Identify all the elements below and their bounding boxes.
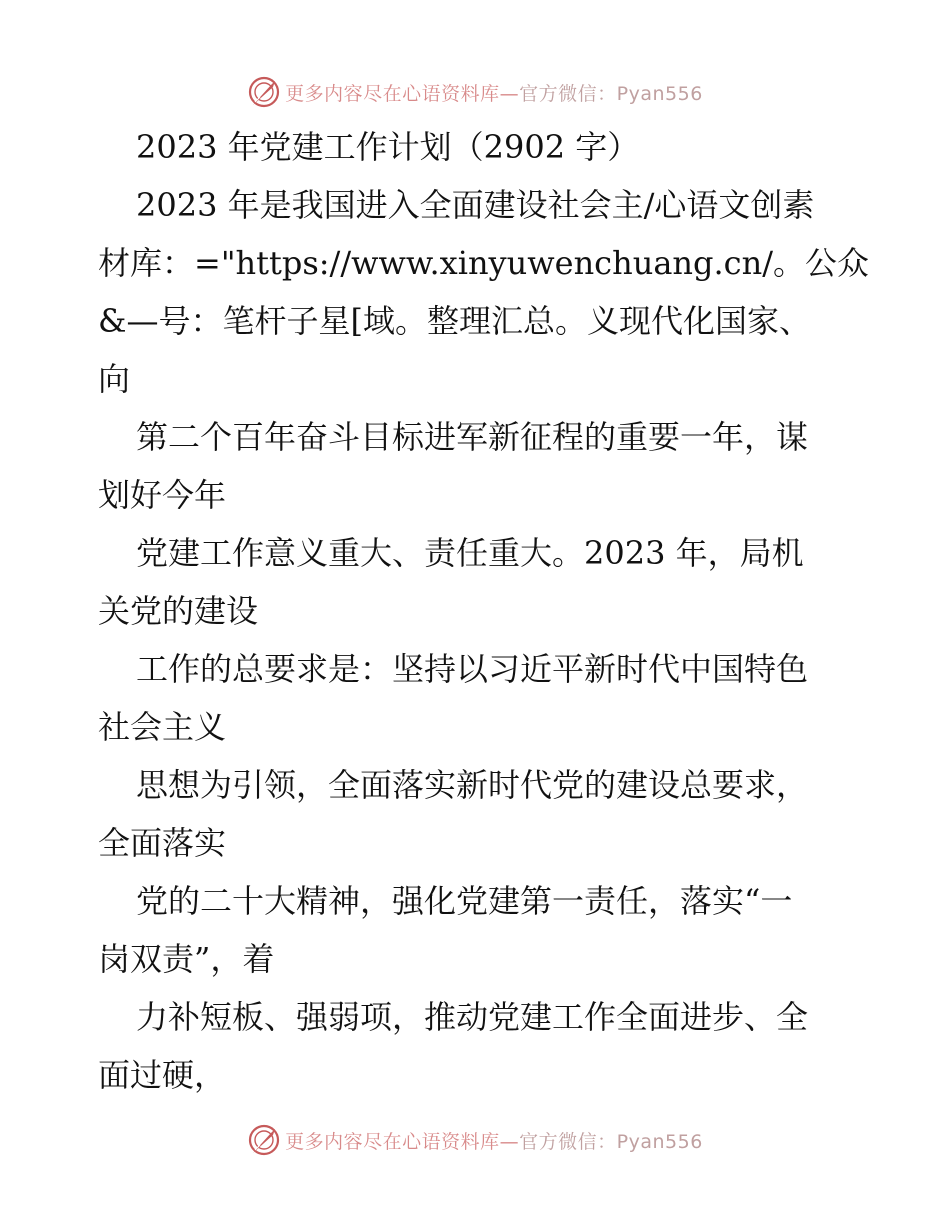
- text-line: 力补短板、强弱项，推动党建工作全面进步、全: [136, 998, 809, 1036]
- text-line: 第二个百年奋斗目标进军新征程的重要一年，谋: [136, 418, 809, 456]
- text-line: 工作的总要求是：坚持以习近平新时代中国特色: [136, 650, 809, 688]
- header-banner: [0, 72, 950, 112]
- banner-text: 更多内容尽在心语资料库—官方微信：Pyan556: [285, 82, 703, 105]
- text-line: 党的二十大精神，强化党建第一责任，落实“一: [136, 882, 793, 920]
- text-line: 2023 年党建工作计划（2902 字）: [136, 128, 640, 166]
- banner-text: 更多内容尽在心语资料库—官方微信：Pyan556: [285, 1130, 703, 1153]
- text-line: 面过硬，: [98, 1056, 227, 1094]
- text-line: 向: [98, 360, 131, 398]
- text-line: &—号：笔杆子星[域。整理汇总。义现代化国家、: [98, 302, 811, 340]
- quill-logo-icon: [247, 1123, 281, 1157]
- text-line: 材库：="https://www.xinyuwenchuang.cn/。公众: [98, 244, 869, 282]
- document-body: [98, 118, 869, 1104]
- text-line: 2023 年是我国进入全面建设社会主/心语文创素: [136, 186, 815, 224]
- text-line: 社会主义: [98, 708, 227, 746]
- text-line: 思想为引领，全面落实新时代党的建设总要求，: [136, 766, 809, 804]
- text-line: 全面落实: [98, 824, 227, 862]
- text-line: 关党的建设: [98, 592, 259, 630]
- footer-banner: [0, 1120, 950, 1160]
- text-line: 岗双责”，着: [98, 940, 275, 978]
- text-line: 划好今年: [98, 476, 227, 514]
- text-line: 党建工作意义重大、责任重大。2023 年，局机: [136, 534, 804, 572]
- quill-logo-icon: [247, 75, 281, 109]
